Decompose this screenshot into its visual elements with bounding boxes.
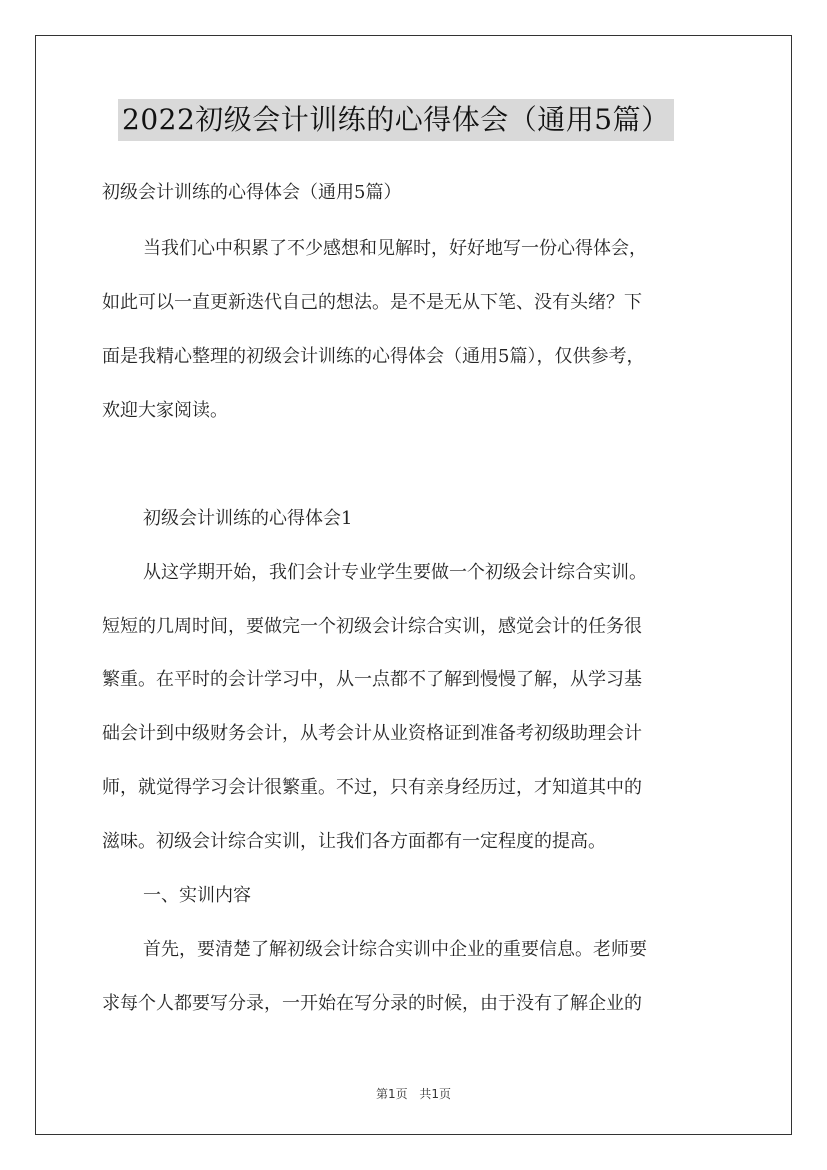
intro-line: 面是我精心整理的初级会计训练的心得体会（通用5篇），仅供参考， (102, 346, 645, 367)
subheading: 一、实训内容 (143, 885, 251, 906)
intro-line: 欢迎大家阅读。 (102, 400, 228, 421)
body-line: 繁重。在平时的会计学习中，从一点都不了解到慢慢了解，从学习基 (102, 669, 642, 690)
body-line: 师，就觉得学习会计很繁重。不过，只有亲身经历过，才知道其中的 (102, 777, 642, 798)
document-title: 2022初级会计训练的心得体会（通用5篇） (118, 99, 674, 141)
page-footer (0, 1085, 827, 1102)
body-line: 从这学期开始，我们会计专业学生要做一个初级会计综合实训。 (143, 562, 647, 583)
page-total: 共1页 (419, 1087, 452, 1101)
body-line: 求每个人都要写分录，一开始在写分录的时候，由于没有了解企业的 (102, 993, 642, 1014)
body-line: 短短的几周时间，要做完一个初级会计综合实训，感觉会计的任务很 (102, 616, 642, 637)
body-line: 首先，要清楚了解初级会计综合实训中企业的重要信息。老师要 (143, 939, 647, 960)
section-heading: 初级会计训练的心得体会1 (143, 508, 353, 529)
body-line: 础会计到中级财务会计，从考会计从业资格证到准备考初级助理会计 (102, 723, 642, 744)
subtitle: 初级会计训练的心得体会（通用5篇） (102, 182, 402, 203)
intro-line: 当我们心中积累了不少感想和见解时，好好地写一份心得体会， (143, 238, 647, 259)
body-line: 滋味。初级会计综合实训，让我们各方面都有一定程度的提高。 (102, 831, 606, 852)
intro-line: 如此可以一直更新迭代自己的想法。是不是无从下笔、没有头绪？下 (102, 292, 642, 313)
page-number: 第1页 (375, 1087, 408, 1101)
